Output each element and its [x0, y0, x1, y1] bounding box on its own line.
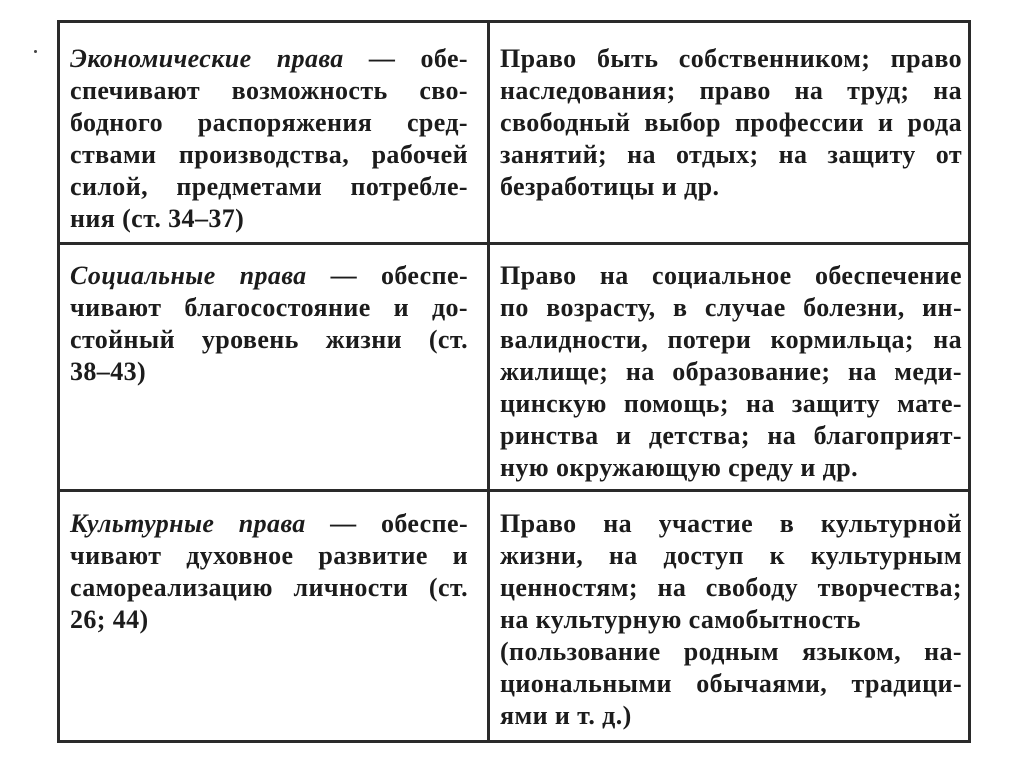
rights-category-cell: [70, 508, 468, 636]
table-border-right: [968, 20, 971, 743]
rights-term-tail: — обеспе-: [330, 261, 469, 290]
rights-list-cell: [500, 260, 962, 484]
text-line: 26; 44): [70, 605, 149, 634]
text-line: чивают благосостояние и до-: [70, 293, 468, 322]
scan-speck: [34, 50, 37, 53]
rights-list-cell: [500, 508, 962, 732]
text-line: [70, 260, 468, 292]
text-line: 38–43): [70, 357, 147, 386]
table-border-left: [57, 20, 60, 743]
text-line: [70, 508, 468, 540]
text-line: наследования; право на труд; на: [500, 76, 962, 105]
text-line: жизни, на доступ к культурным: [500, 541, 962, 570]
text-line: Право быть собственником; право: [500, 44, 962, 73]
text-line: ния (ст. 34–37): [70, 204, 245, 233]
rights-term-tail: — обе-: [368, 44, 468, 73]
text-line: ную окружающую среду и др.: [500, 453, 858, 482]
text-line: спечивают возможность сво-: [70, 76, 468, 105]
rights-category-cell: [70, 260, 468, 388]
text-line: занятий; на отдых; на защиту от: [500, 140, 962, 169]
text-line: свободный выбор профессии и рода: [500, 108, 962, 137]
rights-list-cell: [500, 43, 962, 203]
rights-term: Экономические права: [70, 44, 344, 73]
text-line: Право на участие в культурной: [500, 509, 962, 538]
text-line: на культурную самобытность: [500, 605, 861, 634]
text-line: валидности, потери кормильца; на: [500, 325, 962, 354]
text-line: силой, предметами потребле-: [70, 172, 468, 201]
text-line: самореализацию личности (ст.: [70, 573, 468, 602]
text-line: жилище; на образование; на меди-: [500, 357, 962, 386]
table-row-divider: [57, 242, 971, 245]
text-line: цинскую помощь; на защиту мате-: [500, 389, 962, 418]
table-border-top: [57, 20, 971, 23]
text-line: стойный уровень жизни (ст.: [70, 325, 468, 354]
rights-term-tail: — обеспе-: [330, 509, 469, 538]
table-border-bottom: [57, 740, 971, 743]
text-line: циональными обычаями, традици-: [500, 669, 962, 698]
rights-term: Социальные права: [70, 261, 307, 290]
rights-category-cell: [70, 43, 468, 235]
text-line: [70, 43, 468, 75]
text-line: ями и т. д.): [500, 701, 632, 730]
text-line: по возрасту, в случае болезни, ин-: [500, 293, 962, 322]
text-line: бодного распоряжения сред-: [70, 108, 468, 137]
text-line: ценностям; на свободу творчества;: [500, 573, 962, 602]
text-line: ствами производства, рабочей: [70, 140, 468, 169]
text-line: чивают духовное развитие и: [70, 541, 468, 570]
text-line: (пользование родным языком, на-: [500, 637, 962, 666]
table-row-divider: [57, 489, 971, 492]
text-line: ринства и детства; на благоприят-: [500, 421, 962, 450]
text-line: безработицы и др.: [500, 172, 720, 201]
rights-term: Культурные права: [70, 509, 306, 538]
text-line: Право на социальное обеспечение: [500, 261, 962, 290]
table-column-divider: [487, 20, 490, 743]
